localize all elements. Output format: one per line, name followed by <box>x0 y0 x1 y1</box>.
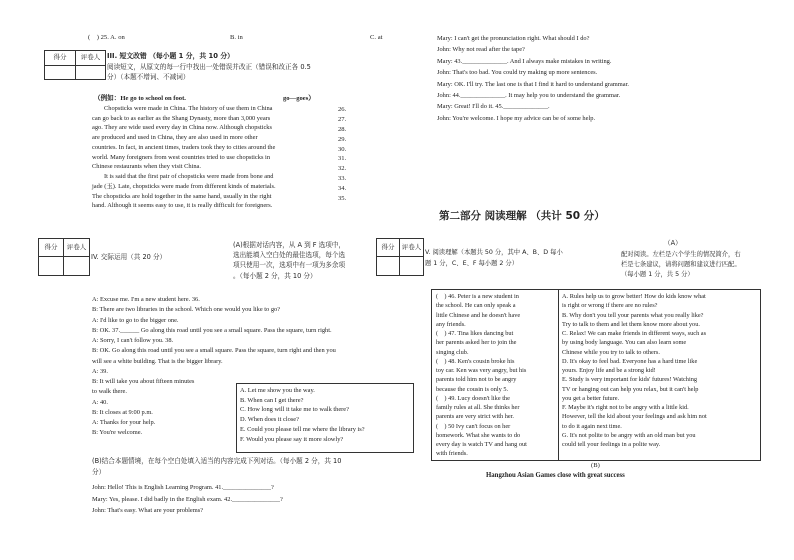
section4-instructions: (A)根据对话内容，从 A 到 F 选项中， 选出能填入空白处的最佳选项，每个选 项只使用一次，选项中有一项为多余项 。（每小题 2 分，共 10 分） <box>233 241 346 280</box>
section5-title: V. 阅读理解（本题共 50 分，其中 A、B、D 每小 <box>425 249 563 256</box>
part-b-label: (B) <box>591 462 600 469</box>
section4-title: IV. 交际运用（共 20 分） <box>91 253 167 261</box>
q25-option-c: C. at <box>370 34 383 41</box>
matching-divider <box>558 290 559 460</box>
dialog-continued: Mary: I can't get the pronunciation right. What should I do? John: Why not read after the tape? Mary: 43.______________. And I always make mistakes in writing. John: That's too bad. You could try making up more sentences. Mary: OK. I'll try. The last one is that I find it hard to understand grammar. John: 44.______________. It may help you to understand the grammar. Mary: Great! I'll do it. 45.______________. John: You're welcome. I hope my advice can be of some help. <box>437 35 629 122</box>
section5-title-2: 题 1 分，C、E、F 每小题 2 分） <box>425 260 518 267</box>
score-box-5: 得分 评卷人 <box>376 238 424 276</box>
section3-instr: 阅读短文，从原文的每一行中找出一处错误并改正（错误和改正各 0.5 <box>107 63 311 71</box>
options-box: A. Let me show you the way. B. When can I get there? C. How long will it take me to walk there? D. When does it close? E. Could you please tell me where the library is? F. Would you please say it more slowly? <box>236 383 414 453</box>
q25-option-a: ( ) 25. A. on <box>88 34 125 41</box>
part-b-title: Hangzhou Asian Games close with great success <box>486 472 625 479</box>
advice-list: A. Rules help us to grow better! How do kids know what is right or wrong if there are no rules? B. Why don't you tell your parents what you really like? Try to talk to them and let them know more about you. C. Relax! We can make friends in different ways, such as by using body language. You can also learn some Chinese while you try to talk to others. D. It's okay to feel bad. Everyone has a hard time like yours. Enjoy life and be a strong kid! E. Study is very important for kids' futures! Watching TV or hanging out can help you relax, but it can't help you get a better future. F. Maybe it's right not to be angry with a little kid. However, tell the kid about your feelings and ask him not to do it again next time. G. It's not polite to be angry with an old man but you could tell your feelings in a polite way. <box>562 293 707 448</box>
dialog-a: A: Excuse me. I'm a new student here. 36. B: There are two libraries in the school. Which one would you like to go? A: I'd like to go to the bigger one. B: OK. 37.______ Go along this road until you see a small square. Pass the square, turn right. A: Sorry, I can't follow you. 38. B: OK. Go along this road until you see a small square. Pass the square, turn right and then you will see a white building. That is the bigger library. A: 39. B: It will take you about fifteen minutes to walk there. A: 40. B: It closes at 9:00 p.m. A: Thanks for your help. B: You're welcome. <box>92 296 336 437</box>
partB-instr: (B)结合本题情境，在每个空白处填入适当的内容完成下列对话。（每小题 2 分，共 10 <box>92 457 342 465</box>
section3-passage: Chopsticks were made in China. The history of use them in China can go back to as earlier as the Shang Dynasty, more than 3,000 years ago. They are wide used every day in China now. Although chopsticks are produced and used in China, they are also used in more other countries. In fact, in ancient times, traders took they to cities around the world. Many foreigners from west countries tried to use chopsticks in Chinese restaurants when they visit China. It is said that the first pair of chopsticks were made from bone and jade (玉). Late, chopsticks were made from different kinds of materials. The chopsticks are hold together in the same hand, usually in the right hand. Although it seems easy to use, it is really difficult for foreigners. <box>92 105 276 210</box>
dialog-b: John: Hello! This is English Learning Program. 41._______________? Mary: Yes, please. I did badly in the English exam. 42._______________? John: That's easy. What are your problems? <box>92 484 283 515</box>
section3-title: III. 短文改错 （每小题 1 分，共 10 分） <box>107 52 234 60</box>
section3-example: （例如：He go to school on foot. <box>94 95 186 102</box>
matching-table <box>431 289 761 461</box>
section3-numbers: 26. 27. 28. 29. 30. 31. 32. 33. 34. 35. <box>338 106 347 203</box>
score-box-4: 得分 评卷人 <box>38 238 90 276</box>
section3-example-fix: go—goes） <box>283 95 315 102</box>
student-situations: ( ) 46. Peter is a new student in the school. He can only speak a little Chinese and he doesn't have any friends. ( ) 47. Tina likes dancing but her parents asked her to join the singing club. ( ) 48. Ken's cousin broke his toy car. Ken was very angry, but his parents told him not to be angry because the cousin is only 5. ( ) 49. Lucy doesn't like the family rules at all. She thinks her parents are very strict with her. ( ) 50 Ivy can't focus on her homework. What she wants to do every day is watch TV and hang out with friends. <box>436 293 527 458</box>
section3-instr2: 分）（本题不增词、不减词） <box>107 73 190 81</box>
part2-title: 第二部分 阅读理解 （共计 50 分） <box>439 210 605 222</box>
part-a-label: （A） <box>664 239 682 247</box>
part-a-instructions: 配对阅读。左栏是六个学生的情况简介，右 栏是七条建议，请将问题和建议进行匹配。 （每小题 1 分，共 5 分） <box>621 251 741 278</box>
q25-line <box>88 33 125 43</box>
score-box-3: 得分 评卷人 <box>44 50 106 80</box>
q25-option-b: B. in <box>230 34 243 41</box>
partB-instr2: 分） <box>92 468 106 476</box>
